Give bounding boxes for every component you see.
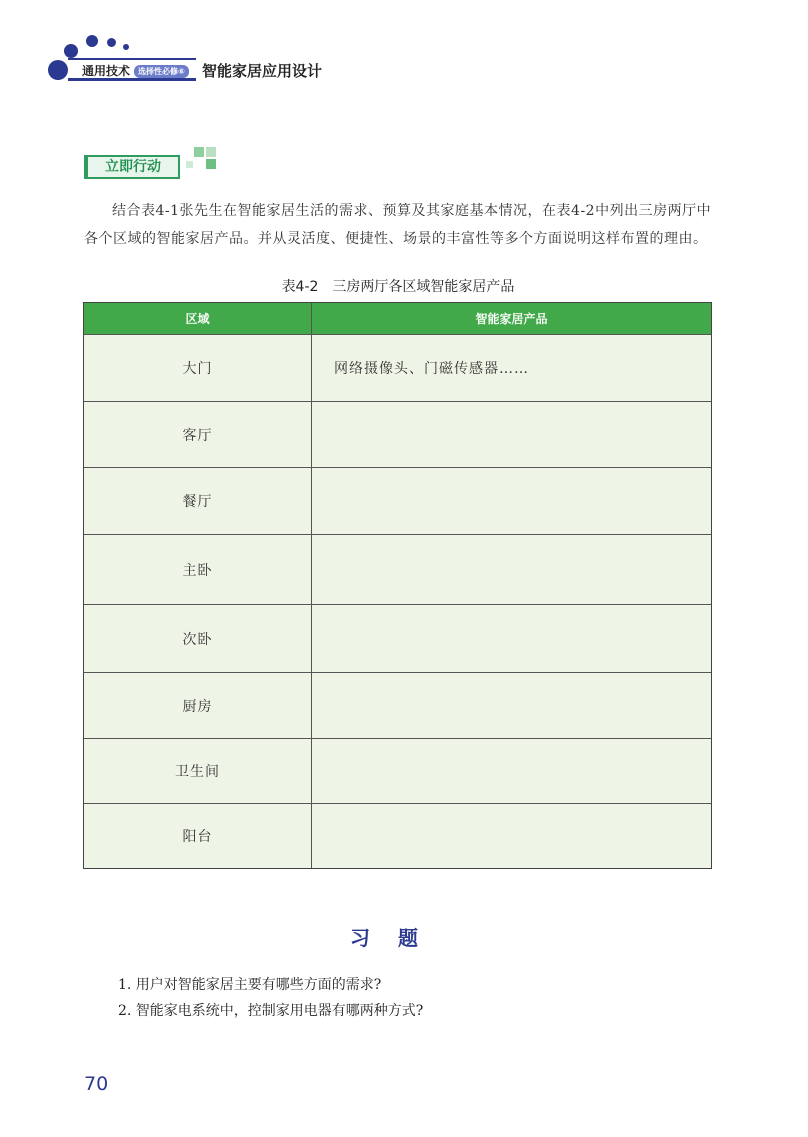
products-cell <box>312 605 711 672</box>
instruction-paragraph: 结合表4-1张先生在智能家居生活的需求、预算及其家庭基本情况，在表4-2中列出三房两厅中各个区域的智能家居产品。并从灵活度、便捷性、场景的丰富性等多个方面说明这样布置的理由。 <box>84 203 712 247</box>
table-row <box>84 467 711 534</box>
area-cell: 客厅 <box>84 402 312 467</box>
area-cell: 餐厅 <box>84 468 312 534</box>
products-cell <box>312 739 711 803</box>
area-cell: 阳台 <box>84 804 312 868</box>
book-title-text: 通用技术 <box>82 64 131 78</box>
decor-dot-medium <box>64 44 78 58</box>
decor-dot-tiny <box>123 44 129 50</box>
products-cell: 网络摄像头、门磁传感器…… <box>334 361 529 377</box>
table-row <box>84 803 711 868</box>
products-cell <box>312 673 711 738</box>
header-area: 区域 <box>84 303 312 334</box>
table-row <box>84 738 711 803</box>
table-row <box>84 334 711 401</box>
decor-square <box>194 147 204 157</box>
decor-square <box>206 159 216 169</box>
area-cell: 次卧 <box>84 605 312 672</box>
products-cell <box>312 804 711 868</box>
decor-square <box>206 147 216 157</box>
header-underline <box>68 78 196 81</box>
table-header-row <box>84 303 711 334</box>
page-header <box>0 0 808 90</box>
area-cell: 主卧 <box>84 535 312 604</box>
area-cell: 厨房 <box>84 673 312 738</box>
header-divider <box>68 58 196 60</box>
table-row <box>84 401 711 467</box>
page-number: 70 <box>84 1073 109 1095</box>
table-row <box>84 672 711 738</box>
exercise-item: 1. 用户对智能家居主要有哪些方面的需求? <box>118 977 382 993</box>
exercises-list <box>118 972 718 1024</box>
table-row <box>84 604 711 672</box>
section-badge: 立即行动 <box>84 155 180 179</box>
exercises-title: 习题 <box>350 926 446 950</box>
exercise-item: 2. 智能家电系统中，控制家用电器有哪两种方式? <box>118 1003 424 1019</box>
decor-dot-small <box>107 38 116 47</box>
table-row <box>84 534 711 604</box>
products-cell <box>312 402 711 467</box>
decor-dot-large <box>48 60 68 80</box>
products-cell <box>312 535 711 604</box>
table-caption: 表4-2 三房两厅各区域智能家居产品 <box>281 279 515 295</box>
chapter-title: 智能家居应用设计 <box>202 62 323 80</box>
area-cell: 大门 <box>84 335 312 401</box>
book-series-badge: 选择性必修⑥ <box>134 65 189 78</box>
products-table <box>83 302 712 869</box>
products-cell <box>312 468 711 534</box>
area-cell: 卫生间 <box>84 739 312 803</box>
decor-dot-medium-2 <box>86 35 98 47</box>
decor-square <box>186 161 193 168</box>
header-products: 智能家居产品 <box>475 312 548 326</box>
book-title <box>82 62 189 79</box>
